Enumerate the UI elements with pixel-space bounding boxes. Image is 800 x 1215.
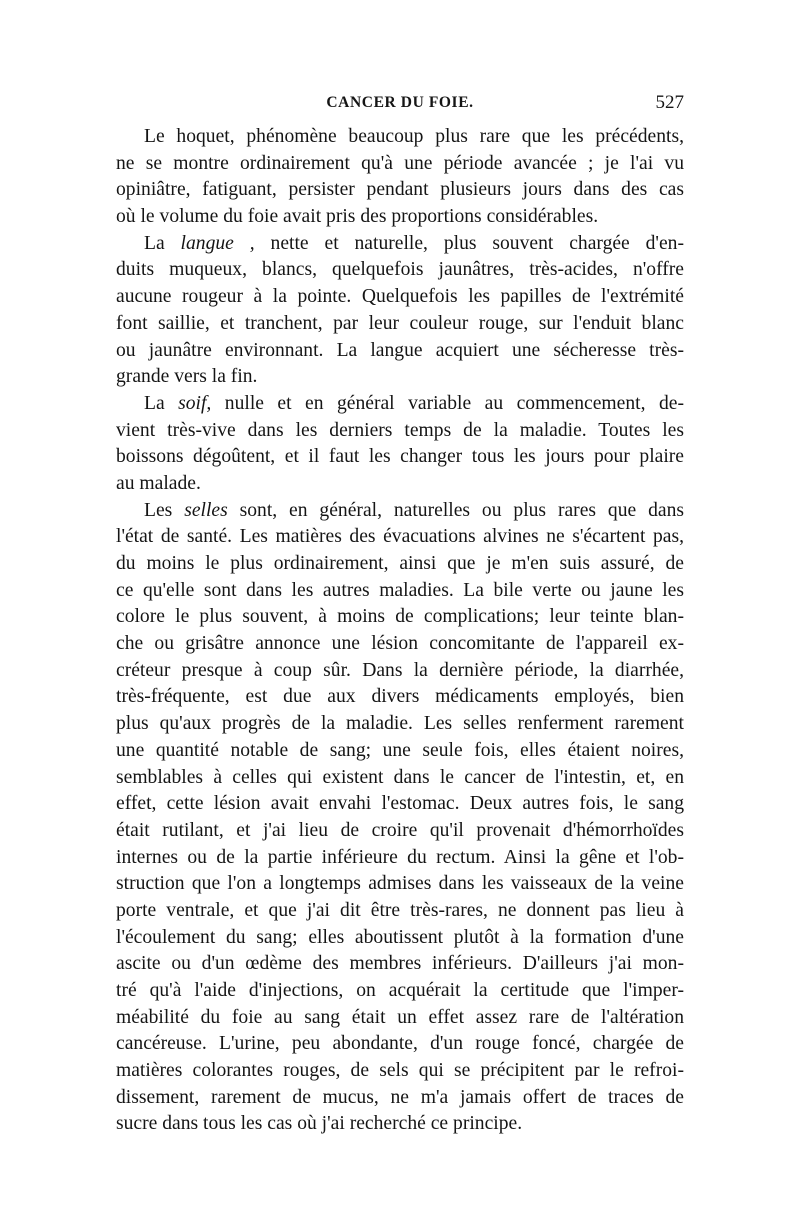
page-number: 527 — [655, 92, 684, 113]
text-line — [116, 925, 684, 952]
text-line — [116, 524, 684, 551]
text-run: duits muqueux, blancs, quelquefois jaunâtres, très-acides, n'offre — [116, 259, 684, 281]
text-line — [116, 151, 684, 178]
text-line — [116, 1031, 684, 1058]
text-run: l'écoulement du sang; elles aboutissent plutôt à la formation d'une — [116, 926, 684, 948]
text-line — [116, 1111, 684, 1138]
text-run: une quantité notable de sang; une seule fois, elles étaient noires, — [116, 739, 684, 761]
text-line — [116, 391, 684, 418]
running-title: CANCER DU FOIE. — [326, 94, 474, 111]
text-line — [116, 631, 684, 658]
text-line — [116, 498, 684, 525]
text-run: cancéreuse. L'urine, peu abondante, d'un rouge foncé, chargée de — [116, 1033, 684, 1055]
text-run: La — [144, 392, 179, 414]
text-run: colore le plus souvent, à moins de complications; leur teinte blan- — [116, 606, 684, 628]
text-line — [116, 257, 684, 284]
text-line — [116, 765, 684, 792]
text-line — [116, 471, 684, 498]
text-run: du moins le plus ordinairement, ainsi que je m'en suis assuré, de — [116, 553, 684, 574]
text-line — [116, 898, 684, 925]
text-line — [116, 284, 684, 311]
text-line — [116, 177, 684, 204]
text-line — [116, 684, 684, 711]
text-line — [116, 738, 684, 765]
running-head — [116, 94, 684, 118]
text-line — [116, 845, 684, 872]
text-run: La — [144, 232, 181, 254]
text-run: où le volume du foie avait pris des proportions considérables. — [116, 206, 599, 228]
text-run: internes ou de la partie inférieure du rectum. Ainsi la gêne et l'ob- — [116, 846, 684, 868]
text-run: che ou grisâtre annonce une lésion concomitante de l'appareil ex- — [116, 633, 684, 655]
text-line — [116, 1005, 684, 1032]
text-run: tré qu'à l'aide d'injections, on acquérait la certitude que l'imper- — [116, 980, 684, 1001]
text-run: porte ventrale, et que j'ai dit être très-rares, ne donnent pas lieu à — [116, 899, 684, 921]
text-run: ce qu'elle sont dans les autres maladies. La bile verte ou jaune les — [116, 579, 684, 601]
text-run: boissons dégoûtent, et il faut les changer tous les jours pour plaire — [116, 446, 684, 468]
text-run: struction que l'on a longtemps admises dans les vaisseaux de la veine — [116, 873, 684, 895]
text-run: Les — [144, 499, 185, 521]
text-line — [116, 978, 684, 1005]
text-run: opiniâtre, fatiguant, persister pendant plusieurs jours dans des cas — [116, 179, 684, 201]
text-line — [116, 658, 684, 685]
text-run: créteur presque à coup sûr. Dans la dernière période, la diarrhée, — [116, 659, 684, 681]
text-line — [116, 604, 684, 631]
italic-term: langue , — [180, 232, 255, 254]
text-run: ascite ou d'un œdème des membres inférieurs. D'ailleurs j'ai mon- — [116, 953, 684, 975]
text-line — [116, 124, 684, 151]
text-run: sucre dans tous les cas où j'ai recherché ce principe. — [116, 1113, 523, 1135]
text-line — [116, 1085, 684, 1112]
body-text — [116, 124, 684, 1138]
text-run: au malade. — [116, 472, 201, 494]
text-run: sont, en général, naturelles ou plus rares que dans — [227, 499, 684, 521]
text-run: vient très-vive dans les derniers temps de la maladie. Toutes les — [116, 419, 684, 441]
text-line — [116, 204, 684, 231]
text-line — [116, 711, 684, 738]
text-line — [116, 791, 684, 818]
text-line — [116, 951, 684, 978]
text-run: ne se montre ordinairement qu'à une période avancée ; je l'ai vu — [116, 152, 684, 174]
text-line — [116, 364, 684, 391]
text-run: très-fréquente, est due aux divers médicaments employés, bien — [116, 686, 684, 708]
text-run: nulle et en général variable au commencement, de- — [211, 392, 684, 414]
text-run: semblables à celles qui existent dans le cancer de l'intestin, et, en — [116, 766, 684, 788]
text-line — [116, 578, 684, 605]
text-line — [116, 1058, 684, 1085]
text-run: effet, cette lésion avait envahi l'estomac. Deux autres fois, le sang — [116, 793, 684, 815]
text-run: matières colorantes rouges, de sels qui se précipitent par le refroi- — [116, 1060, 684, 1082]
text-run: l'état de santé. Les matières des évacuations alvines ne s'écartent pas, — [116, 526, 684, 548]
text-run: était rutilant, et j'ai lieu de croire qu'il provenait d'hémorrhoïdes — [116, 819, 684, 841]
text-run: font saillie, et tranchent, par leur couleur rouge, sur l'enduit blanc — [116, 312, 684, 334]
text-run: Le hoquet, phénomène beaucoup plus rare que les précédents, — [144, 126, 684, 147]
text-line — [116, 444, 684, 471]
text-line — [116, 551, 684, 578]
italic-term: soif, — [178, 392, 212, 414]
text-line — [116, 871, 684, 898]
italic-term: selles — [184, 499, 228, 521]
text-line — [116, 311, 684, 338]
text-run: nette et naturelle, plus souvent chargée d'en- — [254, 232, 684, 254]
text-run: aucune rougeur à la pointe. Quelquefois les papilles de l'extrémité — [116, 286, 684, 308]
text-run: grande vers la fin. — [116, 366, 258, 388]
text-line — [116, 818, 684, 845]
text-line — [116, 418, 684, 445]
text-run: ou jaunâtre environnant. La langue acquiert une sécheresse très- — [116, 339, 684, 361]
text-run: méabilité du foie au sang était un effet assez rare de l'altération — [116, 1006, 684, 1028]
text-run: dissement, rarement de mucus, ne m'a jamais offert de traces de — [116, 1086, 684, 1108]
text-line — [116, 338, 684, 365]
text-run: plus qu'aux progrès de la maladie. Les selles renferment rarement — [116, 713, 684, 735]
text-line — [116, 231, 684, 258]
